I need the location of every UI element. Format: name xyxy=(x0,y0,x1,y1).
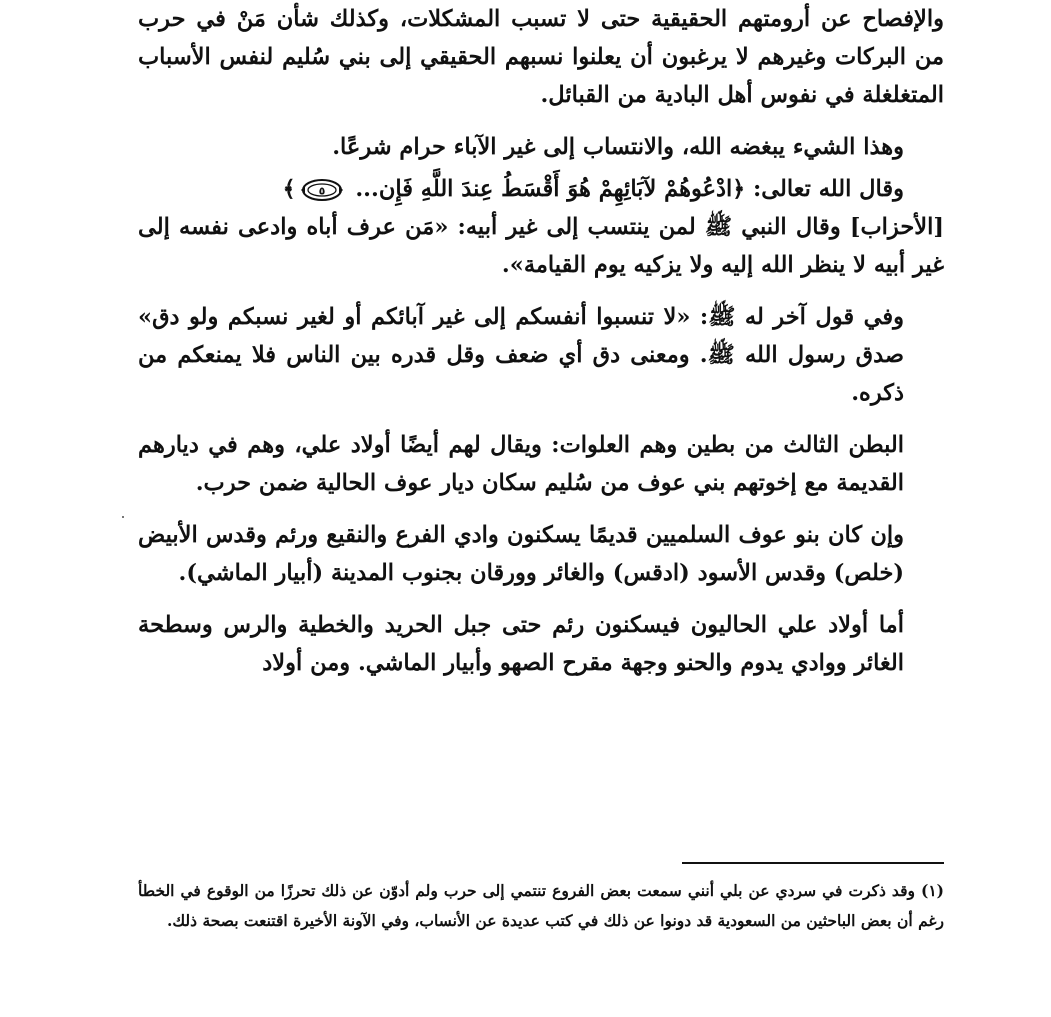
text-line: وسطحة الغائر ووادي يدوم والحنو وجهة مقرح الصهو وأبيار الماشي. ومن أولاد xyxy=(138,612,904,676)
text-line: يمنعكم من ذكره. xyxy=(138,342,904,406)
footnote-separator xyxy=(682,862,944,864)
text-line: والإفصاح عن أرومتهم الحقيقية حتى لا تسبب المشكلات، وكذلك شأن مَنْ في xyxy=(196,6,944,32)
text-line: وإن كان بنو عوف السلميين قديمًا يسكنون وادي الفرع والنقيع ورئم وقدس xyxy=(205,522,904,548)
paragraph-3-quran-quote xyxy=(138,170,944,208)
paragraph-4 xyxy=(138,298,944,412)
text-line: [الأحزاب] وقال النبي ﷺ لمن ينتسب إلى غير أبيه: «مَن عرف أباه وادعى نفسه xyxy=(179,214,944,240)
paragraph-5 xyxy=(138,426,944,502)
paragraph-3-continued xyxy=(138,208,944,284)
body-text xyxy=(138,0,944,682)
footnote xyxy=(138,876,944,936)
quran-verse: ادْعُوهُمْ لآبَائِهِمْ هُوَ أَقْسَطُ عِندَ اللَّهِ فَإِن... xyxy=(355,176,733,202)
text-line: حرب من البركات وغيرهم لا يرغبون أن يعلنوا نسبهم الحقيقي إلى بني سُليم xyxy=(138,6,944,70)
text-line: وهذا الشيء يبغضه الله، والانتساب إلى غير الآباء حرام شرعًا. xyxy=(332,134,904,160)
footnote-1 xyxy=(138,876,944,936)
paragraph-1 xyxy=(138,0,944,114)
text-line: أما أولاد علي الحاليون فيسكنون رئم حتى جبل الحريد والخطية والرس xyxy=(223,612,904,638)
paragraph-7 xyxy=(138,606,944,682)
paragraph-2 xyxy=(138,128,944,166)
text-line: الماشي). xyxy=(178,560,268,586)
text-line: وفي قول آخر له ﷺ: «لا تنسبوا أنفسكم إلى غير آبائكم أو لغير نسبكم xyxy=(227,304,904,330)
text-line: ولو دق» صدق رسول الله ﷺ. ومعنى دق أي ضعف وقل قدره بين الناس فلا xyxy=(138,304,905,368)
text-line: لنفس الأسباب المتغلغلة في نفوس أهل البادية من القبائل. xyxy=(138,44,944,108)
text-line: إلى غير أبيه لا ينظر الله إليه ولا يزكيه يوم القيامة». xyxy=(138,214,944,278)
text-line: البطن الثالث من بطين وهم العلوات: ويقال لهم أيضًا أولاد علي، وهم في xyxy=(208,432,904,458)
footnote-line: (١) وقد ذكرت في سردي عن بلي أنني سمعت بعض الفروع تنتمي إلى حرب ولم أدوّن عن ذلك تحرزًا من xyxy=(254,881,944,900)
text-line: حرب. xyxy=(195,470,252,496)
document-page xyxy=(138,0,944,1017)
ayah-number-marker-icon xyxy=(300,178,344,202)
text-line: ديارهم القديمة مع إخوتهم بني عوف من سُليم سكان ديار عوف الحالية ضمن xyxy=(138,432,904,496)
quran-open-brace: ﴿ xyxy=(732,176,746,202)
text-line: الأبيض (خلص) وقدس الأسود (ادقس) والغائر وورقان بجنوب المدينة (أبيار xyxy=(138,522,904,586)
ayah-number: ٥ xyxy=(318,184,325,198)
quran-close-brace: ﴾ xyxy=(282,176,296,202)
paragraph-6 xyxy=(138,516,944,592)
scan-speck xyxy=(122,516,124,518)
quote-intro: وقال الله تعالى: xyxy=(753,176,904,202)
footnote-line: الوقوع في الخطأ رغم أن بعض الباحثين من السعودية قد دونوا عن ذلك في كتب عديدة عن الأنساب، وفي xyxy=(138,881,944,930)
footnote-line: الآونة الأخيرة اقتنعت بصحة ذلك. xyxy=(166,911,376,930)
